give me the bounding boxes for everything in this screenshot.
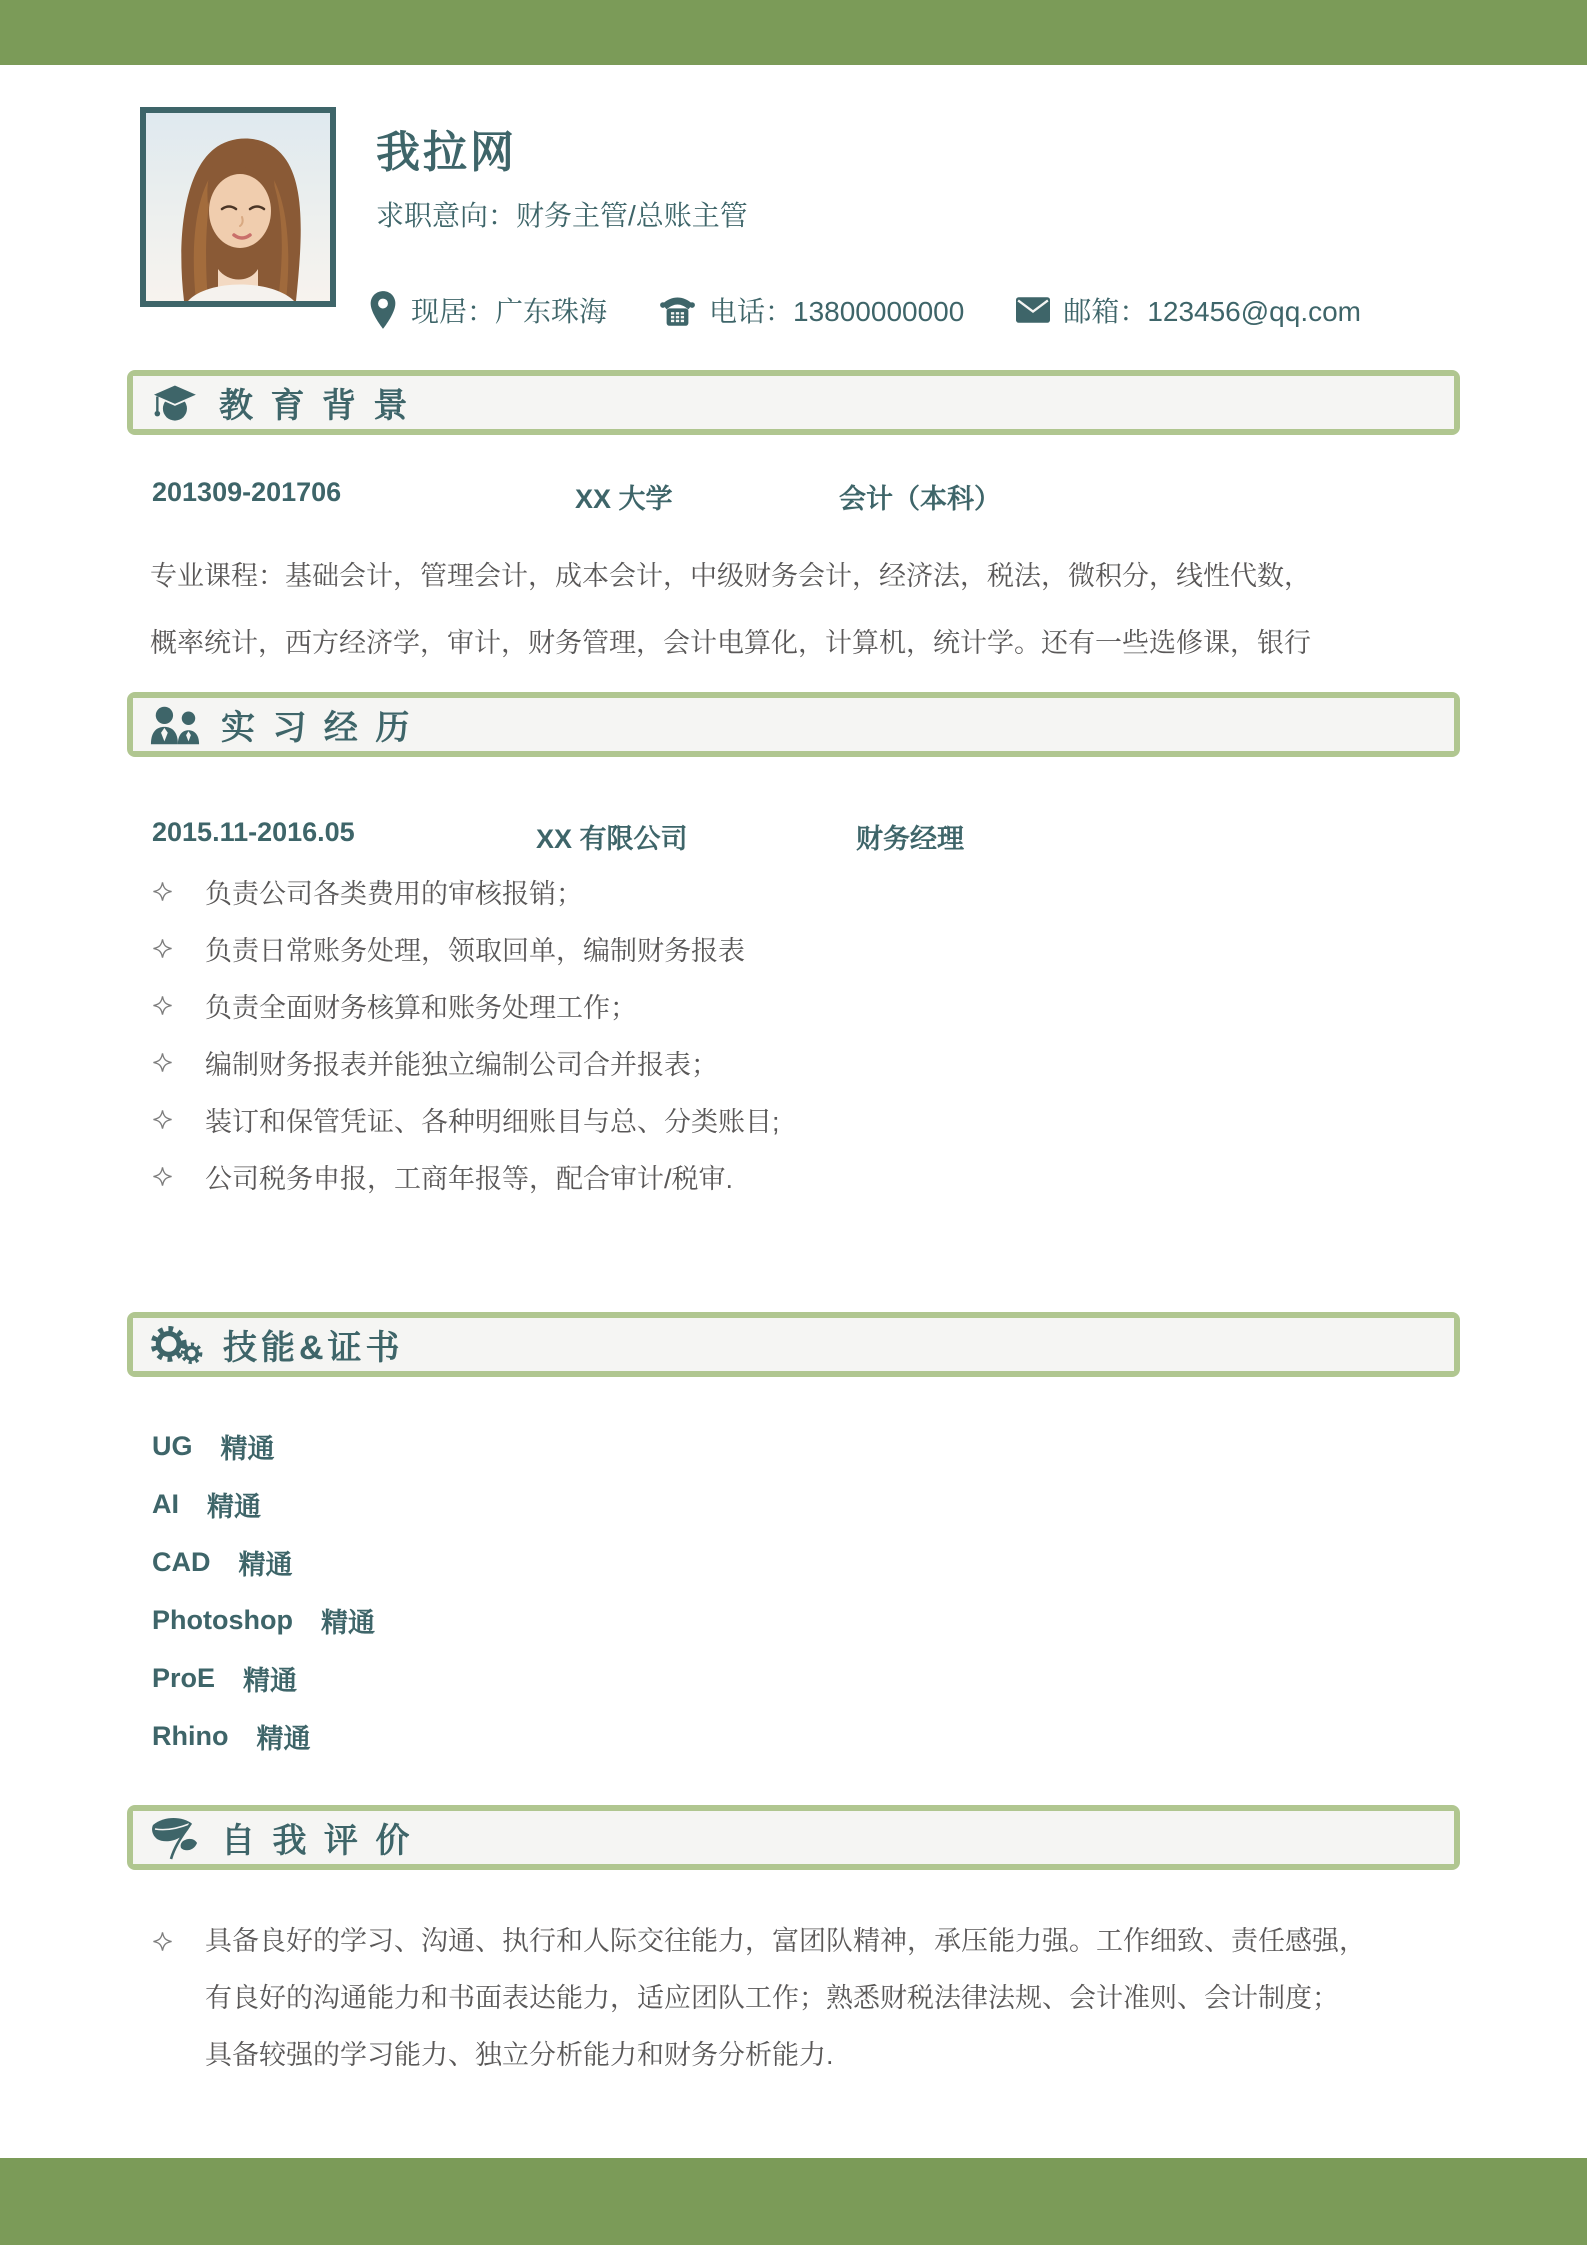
diamond-bullet-icon: [152, 1052, 173, 1073]
section-evaluation-title: 自 我 评 价: [221, 1822, 414, 1860]
evaluation-line: 具备较强的学习能力、独立分析能力和财务分析能力.: [205, 2040, 834, 2070]
envelope-icon: [1016, 297, 1050, 323]
internship-period: 2015.11-2016.05: [152, 817, 355, 847]
internship-duties: [152, 863, 780, 1205]
self-evaluation: [152, 1913, 1512, 2084]
skill-item: [152, 1475, 375, 1533]
skill-level: 精通: [220, 1433, 275, 1464]
phone-icon: [659, 294, 696, 327]
section-skills-title: 技能&证书: [223, 1329, 404, 1367]
duty-text: 编制财务报表并能独立编制公司合并报表；: [205, 1050, 718, 1080]
diamond-bullet-icon: [152, 1931, 173, 1952]
section-evaluation-header: [127, 1805, 1460, 1870]
education-school: XX 大学: [575, 484, 673, 514]
skill-level: 精通: [238, 1549, 293, 1580]
internship-position: 财务经理: [856, 824, 964, 854]
skill-name: Rhino: [152, 1720, 229, 1751]
contact-location: [368, 290, 607, 330]
contact-location-text: 现居：广东珠海: [411, 296, 608, 327]
diamond-bullet-icon: [152, 1109, 173, 1130]
job-intention: 求职意向：财务主管/总账主管: [376, 200, 748, 231]
contact-row: [368, 288, 1361, 332]
course-line: 专业课程：基础会计，管理会计，成本会计，中级财务会计，经济法，税法，微积分，线性代数，: [150, 561, 1311, 591]
duty-text: 负责全面财务核算和账务处理工作；: [205, 993, 637, 1023]
diamond-bullet-icon: [152, 1166, 173, 1187]
evaluation-line: 有良好的沟通能力和书面表达能力，适应团队工作；熟悉财税法律法规、会计准则、会计制度；: [205, 1983, 1339, 2013]
gears-icon: [149, 1322, 203, 1368]
section-education-header: [127, 370, 1460, 435]
skill-name: UG: [152, 1430, 193, 1461]
skill-level: 精通: [243, 1665, 298, 1696]
section-internship-headerbar: [133, 698, 1454, 751]
portrait-image: [146, 113, 330, 301]
duty-text: 负责日常账务处理，领取回单，编制财务报表: [205, 936, 745, 966]
education-major: 会计（本科）: [839, 484, 1001, 514]
education-entry: [152, 477, 1502, 516]
section-education-headerbar: [133, 376, 1454, 429]
people-icon: [149, 704, 201, 746]
duty-text: 公司税务申报，工商年报等，配合审计/税审.: [205, 1164, 734, 1194]
contact-email: [1016, 290, 1361, 330]
duty-text: 装订和保管凭证、各种明细账目与总、分类账目;: [205, 1107, 780, 1137]
course-line: 概率统计，西方经济学，审计，财务管理，会计电算化，计算机，统计学。还有一些选修课，银行: [150, 628, 1311, 658]
diamond-bullet-icon: [152, 995, 173, 1016]
skill-item: [152, 1417, 375, 1475]
duty-text: 负责公司各类费用的审核报销；: [205, 879, 583, 909]
skill-item: [152, 1591, 375, 1649]
graduation-cap-icon: [149, 381, 199, 425]
skill-item: [152, 1533, 375, 1591]
skill-name: CAD: [152, 1546, 211, 1577]
candidate-name: 我拉网: [376, 128, 517, 177]
section-internship-title: 实 习 经 历: [221, 709, 414, 747]
section-education-title: 教 育 背 景: [219, 387, 412, 425]
education-period: 201309-201706: [152, 477, 342, 507]
skill-name: ProE: [152, 1662, 216, 1693]
skill-level: 精通: [256, 1723, 311, 1754]
skill-item: [152, 1649, 375, 1707]
skill-level: 精通: [207, 1491, 261, 1522]
section-skills-header: [127, 1312, 1460, 1377]
skill-level: 精通: [320, 1607, 375, 1638]
self-evaluation-text: [205, 1913, 1366, 2084]
bottom-green-bar: [0, 2158, 1587, 2245]
location-pin-icon: [368, 290, 398, 330]
diamond-bullet-icon: [152, 938, 173, 959]
section-skills-headerbar: [133, 1318, 1454, 1371]
contact-email-text: 邮箱：123456@qq.com: [1063, 296, 1361, 327]
contact-phone-text: 电话：13800000000: [709, 296, 965, 327]
duty-item: [152, 977, 780, 1034]
education-courses: [150, 543, 1502, 677]
duty-item: [152, 863, 780, 920]
duty-item: [152, 920, 780, 977]
leaf-icon: [149, 1815, 201, 1861]
duty-item: [152, 1148, 780, 1205]
top-green-bar: [0, 0, 1587, 65]
duty-item: [152, 1091, 780, 1148]
skill-name: AI: [152, 1488, 179, 1519]
section-evaluation-headerbar: [133, 1811, 1454, 1864]
skill-item: [152, 1707, 375, 1765]
evaluation-line: 具备良好的学习、沟通、执行和人际交往能力，富团队精神，承压能力强。工作细致、责任感强，: [205, 1926, 1366, 1956]
skill-name: Photoshop: [152, 1604, 293, 1635]
internship-company: XX 有限公司: [536, 824, 688, 854]
internship-entry: [152, 817, 1502, 856]
skills-list: [152, 1417, 375, 1765]
duty-item: [152, 1034, 780, 1091]
contact-phone: [659, 290, 964, 330]
profile-photo: [140, 107, 336, 307]
section-internship-header: [127, 692, 1460, 757]
diamond-bullet-icon: [152, 881, 173, 902]
